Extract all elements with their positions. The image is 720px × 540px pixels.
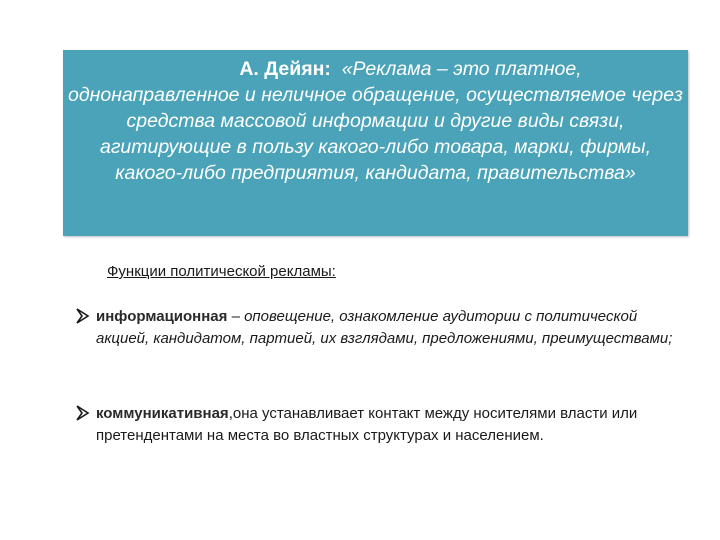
function-term: информационная bbox=[96, 308, 228, 325]
function-description: ,она устанавливает контакт между носителями власти или претендентами на места во властных структурах и населением. bbox=[96, 405, 638, 444]
function-item-text bbox=[96, 306, 676, 350]
function-item-communicative bbox=[76, 403, 676, 447]
function-item-text bbox=[96, 403, 676, 447]
function-description: – оповещение, ознакомление аудитории с политической акцией, кандидатом, партией, их взглядами, предложениями, преимуществами; bbox=[96, 308, 673, 347]
definition-quote-box bbox=[63, 50, 688, 236]
quote-first-line bbox=[67, 56, 684, 82]
functions-heading: Функции политической рекламы: bbox=[107, 263, 336, 280]
arrow-bullet-icon bbox=[76, 307, 90, 325]
quote-author: А. Дейян: bbox=[239, 58, 331, 80]
quote-text-line1: «Реклама – это платное, bbox=[341, 58, 582, 80]
quote-text-body: однонаправленное и неличное обращение, осуществляемое через средства массовой информации и другие виды связи, агитирующие в пользу какого-либо товара, марки, фирмы, какого-либо предприятия, кандидата, правительства» bbox=[68, 84, 683, 184]
function-item-informational bbox=[76, 306, 676, 350]
function-term: коммуникативная bbox=[96, 405, 229, 422]
arrow-bullet-icon bbox=[76, 404, 90, 422]
